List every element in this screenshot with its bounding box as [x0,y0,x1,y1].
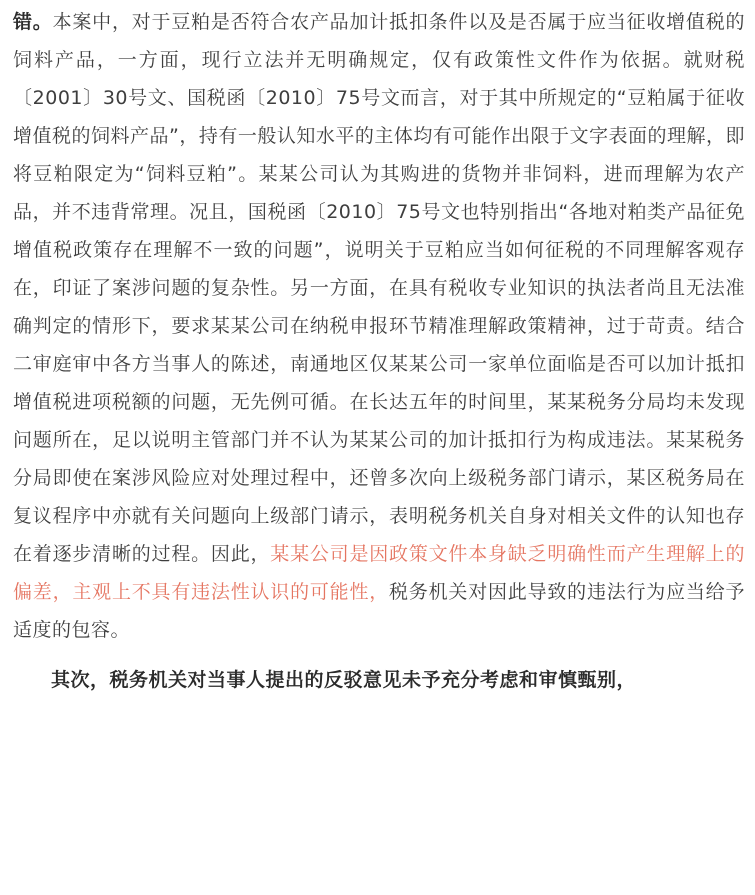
paragraph-1-highlight: 某某公司是因政策文件本身缺乏明确性而产生理解上的偏差，主观上不具有违法性认识的可能性， [13,543,745,603]
paragraph-1-lead: 错。 [13,11,53,33]
paragraph-1-body-b: 税务机关对因此导致的违法行为应当给予适度的包容。 [13,581,745,641]
paragraph-2 [13,661,745,699]
paragraph-1 [13,3,745,649]
paragraph-1-body-a: 本案中，对于豆粕是否符合农产品加计抵扣条件以及是否属于应当征收增值税的饲料产品，一方面，现行立法并无明确规定，仅有政策性文件作为依据。就财税〔2001〕30号文、国税函〔2010〕75号文而言，对于其中所规定的“豆粕属于征收增值税的饲料产品”，持有一般认知水平的主体均有可能作出限于文字表面的理解，即将豆粕限定为“饲料豆粕”。某某公司认为其购进的货物并非饲料，进而理解为农产品，并不违背常理。况且，国税函〔2010〕75号文也特别指出“各地对粕类产品征免增值税政策存在理解不一致的问题”，说明关于豆粕应当如何征税的不同理解客观存在，印证了案涉问题的复杂性。另一方面，在具有税收专业知识的执法者尚且无法准确判定的情形下，要求某某公司在纳税申报环节精准理解政策精神，过于苛责。结合二审庭审中各方当事人的陈述，南通地区仅某某公司一家单位面临是否可以加计抵扣增值税进项税额的问题，无先例可循。在长达五年的时间里，某某税务分局均未发现问题所在，足以说明主管部门并不认为某某公司的加计抵扣行为构成违法。某某税务分局即使在案涉风险应对处理过程中，还曾多次向上级税务部门请示，某区税务局在复议程序中亦就有关问题向上级部门请示，表明税务机关自身对相关文件的认知也存在着逐步清晰的过程。因此， [13,11,745,565]
article-body [13,3,745,699]
paragraph-2-text: 其次，税务机关对当事人提出的反驳意见未予充分考虑和审慎甄别， [51,669,637,691]
